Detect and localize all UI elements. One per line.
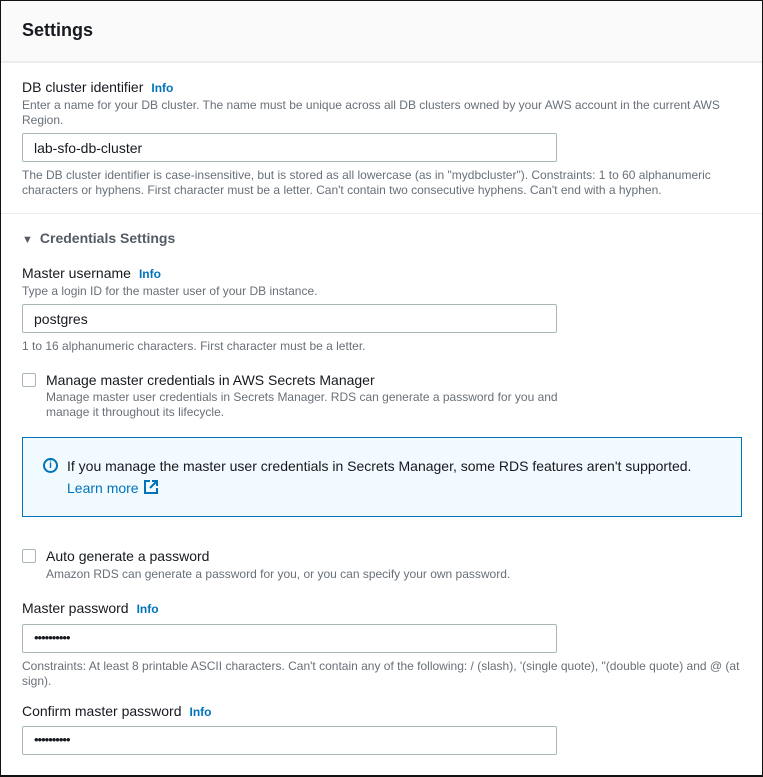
password-info-link[interactable]: Info	[136, 602, 159, 616]
master-password-input[interactable]: ••••••••••	[22, 624, 557, 653]
link-text: Learn more	[67, 480, 139, 496]
label-text: Master username	[22, 265, 131, 281]
cluster-description: Enter a name for your DB cluster. The name must be unique across all DB clusters owned by your AWS account in the current AWS Region.	[22, 98, 720, 127]
confirm-password-input[interactable]: ••••••••••	[22, 726, 557, 755]
confirm-info-link[interactable]: Info	[189, 705, 212, 719]
caret-down-icon: ▼	[22, 234, 33, 246]
username-info-link[interactable]: Info	[138, 267, 161, 281]
alert-text: If you manage the master user credentials in Secrets Manager, some RDS features aren't supported.	[67, 458, 692, 474]
secrets-manager-label[interactable]: Manage master credentials in AWS Secrets Manager	[46, 372, 375, 388]
cluster-identifier-input[interactable]: lab-sfo-db-cluster	[22, 133, 557, 162]
password-constraints: Constraints: At least 8 printable ASCII characters. Can't contain any of the following: / (slash), '(single quote), "(double quote) and @ (at sign).	[22, 659, 740, 688]
info-circle-icon: i	[43, 458, 58, 473]
label-text: DB cluster identifier	[22, 79, 144, 95]
master-username-input[interactable]: postgres	[22, 304, 557, 333]
page-title: Settings	[22, 20, 94, 40]
section-title: Credentials Settings	[39, 230, 176, 246]
label-text: Confirm master password	[22, 703, 182, 719]
auto-generate-label[interactable]: Auto generate a password	[46, 548, 210, 564]
username-description: Type a login ID for the master user of your DB instance.	[22, 284, 318, 298]
cluster-info-link[interactable]: Info	[151, 81, 174, 95]
username-hint: 1 to 16 alphanumeric characters. First character must be a letter.	[22, 339, 366, 353]
label-text: Master password	[22, 600, 129, 616]
auto-generate-description: Amazon RDS can generate a password for you, or you can specify your own password.	[46, 567, 511, 581]
cluster-constraints: The DB cluster identifier is case-insensitive, but is stored as all lowercase (as in "mydbcluster"). Constraints: 1 to 60 alphanumeric characters or hyphens. First character must be a letter. Can't contain two consecutive hyphens. Can't end with a hyphen.	[22, 168, 711, 197]
secrets-manager-description: Manage master user credentials in Secrets Manager. RDS can generate a password for you and manage it throughout its lifecycle.	[46, 390, 558, 419]
